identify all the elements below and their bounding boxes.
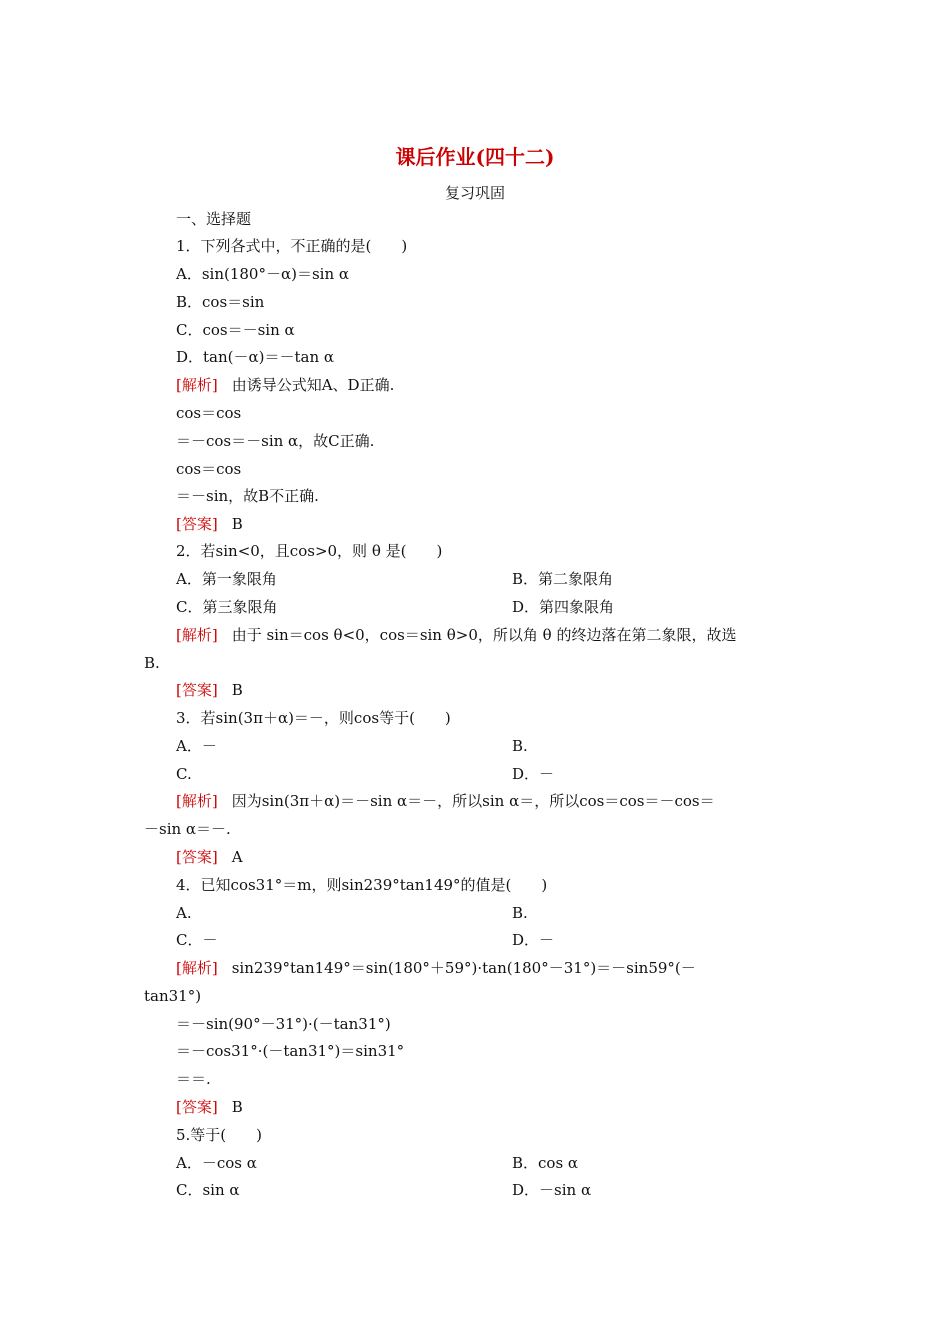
q4-analysis-line-5: ＝＝.	[176, 1070, 211, 1088]
q4-analysis-line-3: ＝－sin(90°－31°)·(－tan31°)	[176, 1015, 391, 1033]
q2-option-b: B．第二象限角	[512, 570, 614, 588]
q1-analysis-line-5: ＝－sin，故B不正确.	[176, 487, 319, 505]
q2-analysis-line-1: 由于 sin＝cos θ<0，cos＝sin θ>0，所以角 θ 的终边落在第二象限，故选	[231, 626, 737, 644]
q3-option-b: B.	[512, 737, 528, 755]
q5-option-b: B．cos α	[512, 1154, 579, 1172]
q3-analysis	[176, 791, 715, 811]
analysis-tag: [解析]	[176, 959, 218, 977]
q4-stem: 4．已知cos31°＝m，则sin239°tan149°的值是( )	[176, 876, 548, 894]
answer-tag: [答案]	[176, 515, 218, 533]
q1-option-c: C．cos＝－sin α	[176, 321, 295, 339]
q1-answer	[176, 514, 243, 534]
q3-stem: 3．若sin(3π＋α)＝－，则cos等于( )	[176, 709, 451, 727]
q2-option-c: C．第三象限角	[176, 598, 278, 616]
q2-analysis-line-2: B.	[144, 654, 160, 672]
q5-stem: 5.等于( )	[176, 1126, 263, 1144]
q4-answer	[176, 1097, 243, 1117]
q1-analysis	[176, 375, 394, 395]
section-subtitle: 复习巩固	[444, 184, 505, 202]
q3-option-d: D．－	[512, 765, 555, 783]
q4-analysis-line-4: ＝－cos31°·(－tan31°)＝sin31°	[176, 1042, 405, 1060]
q3-answer-value: A	[231, 848, 243, 866]
q3-analysis-line-1: 因为sin(3π＋α)＝－sin α＝－，所以sin α＝，所以cos＝cos＝－cos＝	[231, 792, 715, 810]
q4-analysis-line-2: tan31°)	[144, 987, 202, 1005]
q2-analysis	[176, 625, 736, 645]
q1-answer-value: B	[231, 515, 243, 533]
q3-answer	[176, 847, 243, 867]
q2-option-a: A．第一象限角	[176, 570, 277, 588]
q4-analysis-line-1: sin239°tan149°＝sin(180°＋59°)·tan(180°－31°)＝－sin59°(－	[231, 959, 696, 977]
q5-option-a: A．－cos α	[176, 1154, 257, 1172]
page-title: 课后作业(四十二)	[395, 145, 555, 169]
q4-option-a: A.	[176, 904, 192, 922]
q1-analysis-line-4: cos＝cos	[176, 460, 242, 478]
q4-analysis	[176, 958, 696, 978]
q4-option-c: C．－	[176, 931, 218, 949]
q3-analysis-line-2: －sin α＝－.	[144, 820, 231, 838]
analysis-tag: [解析]	[176, 626, 218, 644]
q5-option-d: D．－sin α	[512, 1181, 592, 1199]
q2-stem: 2．若sin<0，且cos>0，则 θ 是( )	[176, 542, 443, 560]
q2-answer-value: B	[231, 681, 243, 699]
q4-option-d: D．－	[512, 931, 555, 949]
answer-tag: [答案]	[176, 681, 218, 699]
analysis-tag: [解析]	[176, 376, 218, 394]
q5-option-c: C．sin α	[176, 1181, 240, 1199]
q3-option-c: C.	[176, 765, 192, 783]
q4-option-b: B.	[512, 904, 528, 922]
q1-analysis-line-2: cos＝cos	[176, 404, 242, 422]
q1-stem: 1．下列各式中，不正确的是( )	[176, 237, 408, 255]
q4-answer-value: B	[231, 1098, 243, 1116]
q1-analysis-line-3: ＝－cos＝－sin α，故C正确.	[176, 432, 375, 450]
analysis-tag: [解析]	[176, 792, 218, 810]
answer-tag: [答案]	[176, 848, 218, 866]
q1-option-d: D．tan(－α)＝－tan α	[176, 348, 335, 366]
section-heading: 一、选择题	[176, 210, 252, 228]
q1-option-a: A．sin(180°－α)＝sin α	[176, 265, 350, 283]
q3-option-a: A．－	[176, 737, 217, 755]
answer-tag: [答案]	[176, 1098, 218, 1116]
q2-option-d: D．第四象限角	[512, 598, 615, 616]
q1-analysis-line-1: 由诱导公式知A、D正确.	[231, 376, 395, 394]
q1-option-b: B．cos＝sin	[176, 293, 265, 311]
q2-answer	[176, 680, 243, 700]
